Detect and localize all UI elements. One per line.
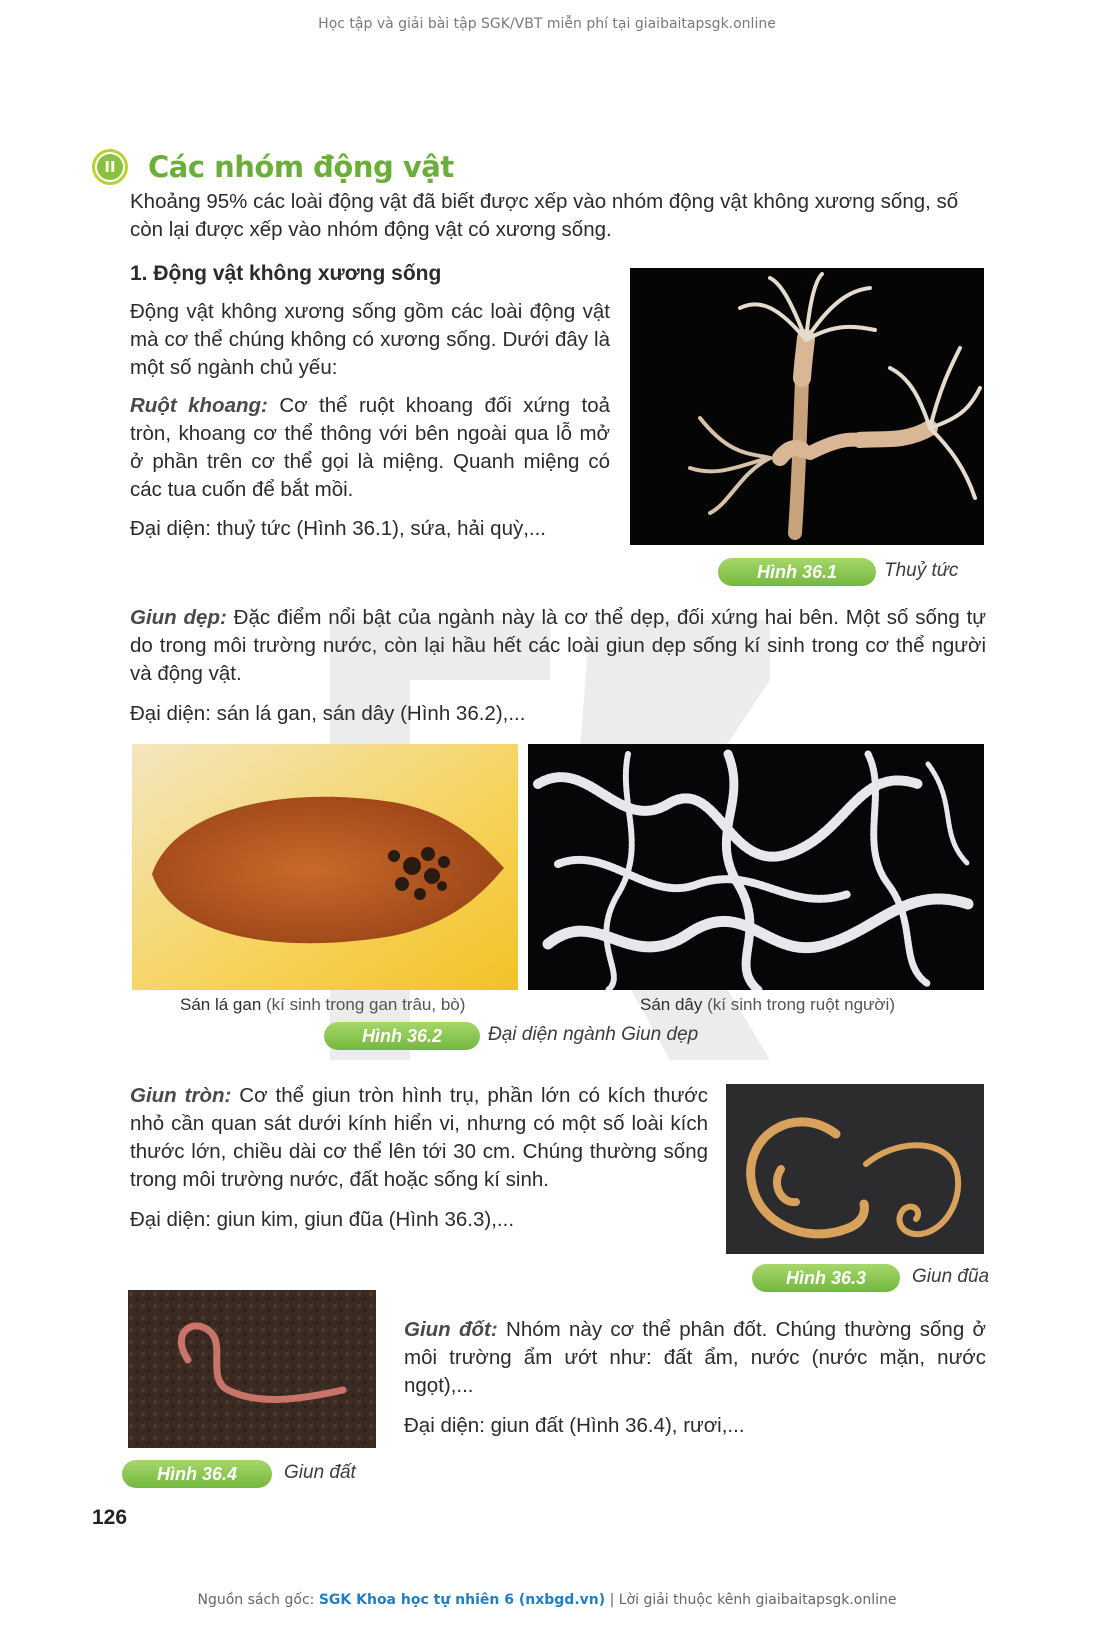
tapeworm-name: Sán dây — [640, 995, 703, 1014]
ruot-khoang-text: Cơ thể ruột khoang đối xứng toả tròn, khoang cơ thể thông với bên ngoài qua lỗ mở ở phần trên cơ thể gọi là miệng. Quanh miệng có các tua cuốn để bắt mồi. — [130, 394, 611, 501]
roundworm-photo — [726, 1084, 984, 1254]
liver-fluke-illustration-icon — [132, 744, 518, 990]
footer-note — [0, 1592, 1094, 1608]
giun-dot-paragraph — [404, 1316, 986, 1400]
tapeworm-label — [640, 995, 895, 1015]
subsection-intro: Động vật không xương sống gồm các loài động vật mà cơ thể chúng không có xương sống. Dưới đây là một số ngành chủ yếu: — [130, 300, 610, 379]
giun-dep-paragraph — [130, 604, 986, 688]
giun-tron-text: Cơ thể giun tròn hình trụ, phần lớn có kích thước nhỏ cần quan sát dưới kính hiển vi, nhưng có một số loài kích thước lớn, chiều dài cơ thể lên tới 30 cm. Chúng thường sống trong môi trường nước, đất hoặc sống kí sinh. — [130, 1084, 708, 1191]
liver-fluke-photo — [132, 744, 518, 990]
footer-suffix: | Lời giải thuộc kênh giaibaitapsgk.online — [605, 1592, 897, 1608]
ruot-khoang-lead: Ruột khoang: — [130, 394, 268, 417]
section-title: Các nhóm động vật — [148, 150, 454, 184]
giun-dot-examples: Đại diện: giun đất (Hình 36.4), rươi,... — [404, 1414, 745, 1437]
figure-36-2-label: Hình 36.2 — [324, 1022, 480, 1050]
liver-fluke-name: Sán lá gan — [180, 995, 262, 1014]
figure-36-4-label: Hình 36.4 — [122, 1460, 272, 1488]
figure-36-3-label: Hình 36.3 — [752, 1264, 900, 1292]
giun-dep-examples: Đại diện: sán lá gan, sán dây (Hình 36.2),... — [130, 702, 526, 725]
giun-dot-text: Nhóm này cơ thể phân đốt. Chúng thường sống ở môi trường ẩm ướt như: đất ẩm, nước (nước mặn, nước ngọt),... — [404, 1318, 986, 1397]
giun-dep-text: Đặc điểm nổi bật của ngành này là cơ thể dẹp, đối xứng hai bên. Một số sống tự do trong môi trường nước, còn lại hầu hết các loài giun dẹp sống kí sinh trong cơ thể người và động vật. — [130, 606, 986, 685]
tapeworm-note: (kí sinh trong ruột người) — [702, 995, 895, 1014]
ruot-khoang-paragraph — [130, 392, 610, 504]
footer-source-link[interactable]: SGK Khoa học tự nhiên 6 (nxbgd.vn) — [318, 1592, 606, 1608]
giun-tron-paragraph — [130, 1082, 708, 1194]
figure-36-1-caption: Thuỷ tức — [884, 560, 959, 581]
roundworm-illustration-icon — [726, 1084, 984, 1254]
liver-fluke-label — [180, 995, 465, 1015]
hydra-photo — [630, 268, 984, 545]
page-number: 126 — [92, 1506, 128, 1529]
liver-fluke-note: (kí sinh trong gan trâu, bò) — [261, 995, 466, 1014]
hydra-illustration-icon — [630, 268, 984, 545]
figure-36-3-caption: Giun đũa — [912, 1266, 990, 1287]
earthworm-illustration-icon — [128, 1290, 376, 1448]
ruot-khoang-examples: Đại diện: thuỷ tức (Hình 36.1), sứa, hải quỳ,... — [130, 517, 547, 540]
giun-dep-lead: Giun dẹp: — [130, 606, 227, 629]
section-number-badge — [92, 149, 128, 185]
tapeworm-illustration-icon — [528, 744, 984, 990]
giun-dot-lead: Giun đốt: — [404, 1318, 498, 1341]
tapeworm-photo — [528, 744, 984, 990]
section-intro: Khoảng 95% các loài động vật đã biết được xếp vào nhóm động vật không xương sống, số còn lại được xếp vào nhóm động vật có xương sống. — [130, 190, 959, 241]
figure-36-1-label: Hình 36.1 — [718, 558, 876, 586]
header-note: Học tập và giải bài tập SGK/VBT miễn phí tại giaibaitapsgk.online — [318, 16, 776, 32]
earthworm-photo — [128, 1290, 376, 1448]
giun-tron-lead: Giun tròn: — [130, 1084, 232, 1107]
section-number: II — [97, 154, 123, 180]
subsection-heading: 1. Động vật không xương sống — [130, 262, 442, 285]
figure-36-4-caption: Giun đất — [284, 1462, 356, 1483]
giun-tron-examples: Đại diện: giun kim, giun đũa (Hình 36.3),... — [130, 1208, 515, 1231]
figure-36-2-caption: Đại diện ngành Giun dẹp — [488, 1024, 699, 1045]
footer-prefix: Nguồn sách gốc: — [197, 1592, 319, 1608]
